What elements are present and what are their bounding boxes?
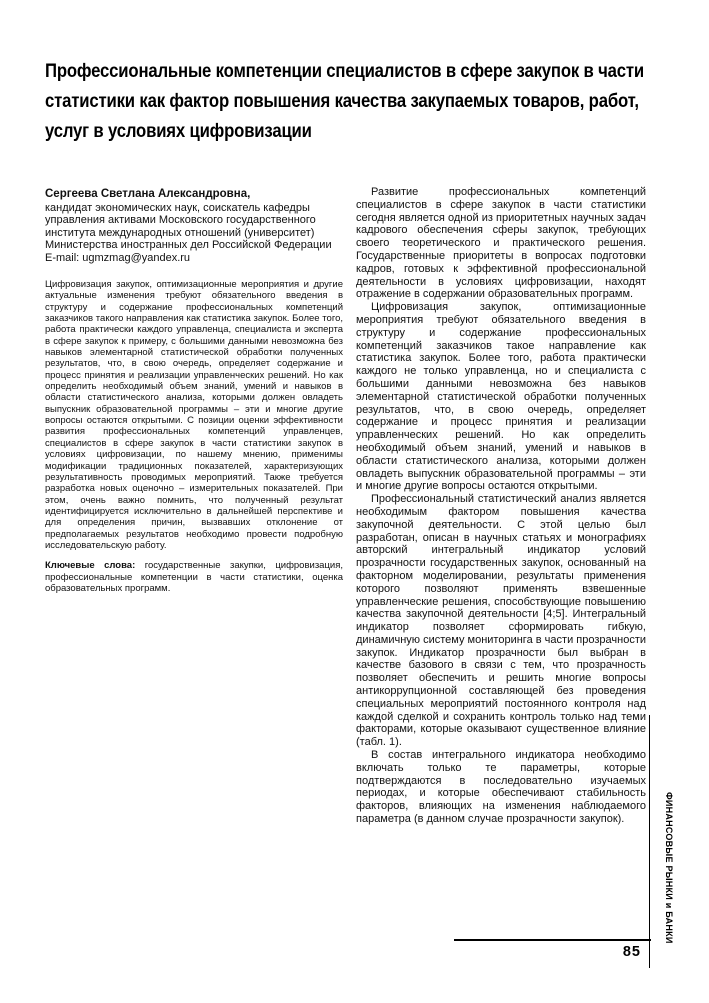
author-name: Сергеева Светлана Александровна,: [45, 188, 251, 200]
author-block: [45, 188, 345, 264]
author-email: E-mail: ugmzmag@yandex.ru: [45, 251, 191, 264]
journal-spine-label: ФИНАНСОВЫЕ РЫНКИ и БАНКИ: [664, 792, 674, 944]
article-title: Профессиональные компетенции специалистов в сфере закупок в части статистики как фактор повышения качества закупаемых товаров, работ, услуг в условиях цифровизации: [45, 60, 644, 142]
keywords-label: Ключевые слова:: [45, 560, 136, 572]
author-affiliation: кандидат экономических наук, соискатель кафедры управления активами Московского государственного института международных отношений (университет) Министерства иностранных дел Российской Федерации: [45, 201, 332, 251]
article-body-column: [356, 186, 646, 826]
keywords-block: [45, 560, 343, 594]
article-paragraph: Развитие профессиональных компетенций специалистов в сфере закупок в части статистики сегодня является одной из приоритетных научных задач кадрового обеспечения сферы закупок, требующих своего теоретического и практического решения. Государственные приоритеты в вопросах подготовки кадров, готовых к эффективной профессиональной деятельности в условиях цифровизации, находят отражение в содержании образовательных программ.: [356, 186, 646, 301]
keywords-text: государственные закупки, цифровизация, профессиональные компетенции в части статистики, оценка образовательных программ.: [45, 560, 343, 594]
spine-divider-line: [649, 715, 650, 968]
abstract-column: [45, 279, 343, 594]
abstract-text: Цифровизация закупок, оптимизационные мероприятия и другие актуальные изменения требуют обязательного введения в структуру и содержание профессиональных компетенций заказчиков такого направления как статистика закупок. Более того, работа практически каждого управленца, специалиста и эксперта в сфере закупок к примеру, с большими данными невозможна без навыков элементарной статистической обработки полученных результатов, что, в свою очередь, определяет содержание и процесс принятия и реализации управленческих решений. Но как определить необходимый объем знаний, умений и навыков в области статистического анализа, которыми должен овладеть выпускник образовательной программы – эти и многие другие вопросы остаются открытыми. С позиции оценки эффективности развития профессиональных компетенций управленцев, специалистов в сфере закупок в части статистики закупок в условиях цифровизации, по нашему мнению, применимы модификации традиционных показателей, характеризующих результативность проводимых мероприятий. Также требуется разработка новых оценочно – измерительных показателей. При этом, очень важно помнить, что полученный результат идентифицируется исключительно в дальнейшей перспективе и для определения причин, вызвавших отклонение от предполагаемых результатов необходимо провести подробную исследовательскую работу.: [45, 279, 343, 551]
article-paragraph: Цифровизация закупок, оптимизационные мероприятия требуют обязательного введения в структуру и содержание профессиональных компетенций заказчиков такое направление как статистика закупок. Более того, работа практически каждого не только управленца, но и специалиста с большими данными невозможна без навыков элементарной статистической обработки полученных результатов, что, в свою очередь, определяет содержание и процесс принятия и реализации управленческих решений. Но как определить необходимый объем знаний, умений и навыков в области статистического анализа, которыми должен овладеть выпускник образовательной программы – эти и многие другие вопросы остаются открытыми.: [356, 301, 646, 493]
page-number-rule: [454, 939, 651, 941]
page-number: 85: [622, 944, 641, 960]
article-paragraph: В состав интегрального индикатора необходимо включать только те параметры, которые подтверждаются в последовательно изучаемых периодах, и которые обеспечивают стабильность факторов, влияющих на изменения наблюдаемого параметра (в данном случае прозрачности закупок).: [356, 749, 646, 826]
article-paragraph: Профессиональный статистический анализ является необходимым фактором повышения качества закупочной деятельности. С этой целью был разработан, описан в научных статьях и монографиях авторский интегральный индикатор условий прозрачности государственных закупок, основанный на факторном моделировании, результаты применения которого позволяют применять взвешенные управленческие решения, способствующие повышению качества закупочной деятельности [4;5]. Интегральный индикатор позволяет сформировать гибкую, динамичную систему мониторинга в части прозрачности закупок. Индикатор прозрачности был выбран в качестве базового в связи с тем, что прозрачность позволяет обеспечить и решить многие вопросы антикоррупционной составляющей без проведения специальных мероприятий постоянного контроля над каждой сделкой и сохранить контроль только над теми факторами, которые оказывают существенное влияние (табл. 1).: [356, 493, 646, 749]
